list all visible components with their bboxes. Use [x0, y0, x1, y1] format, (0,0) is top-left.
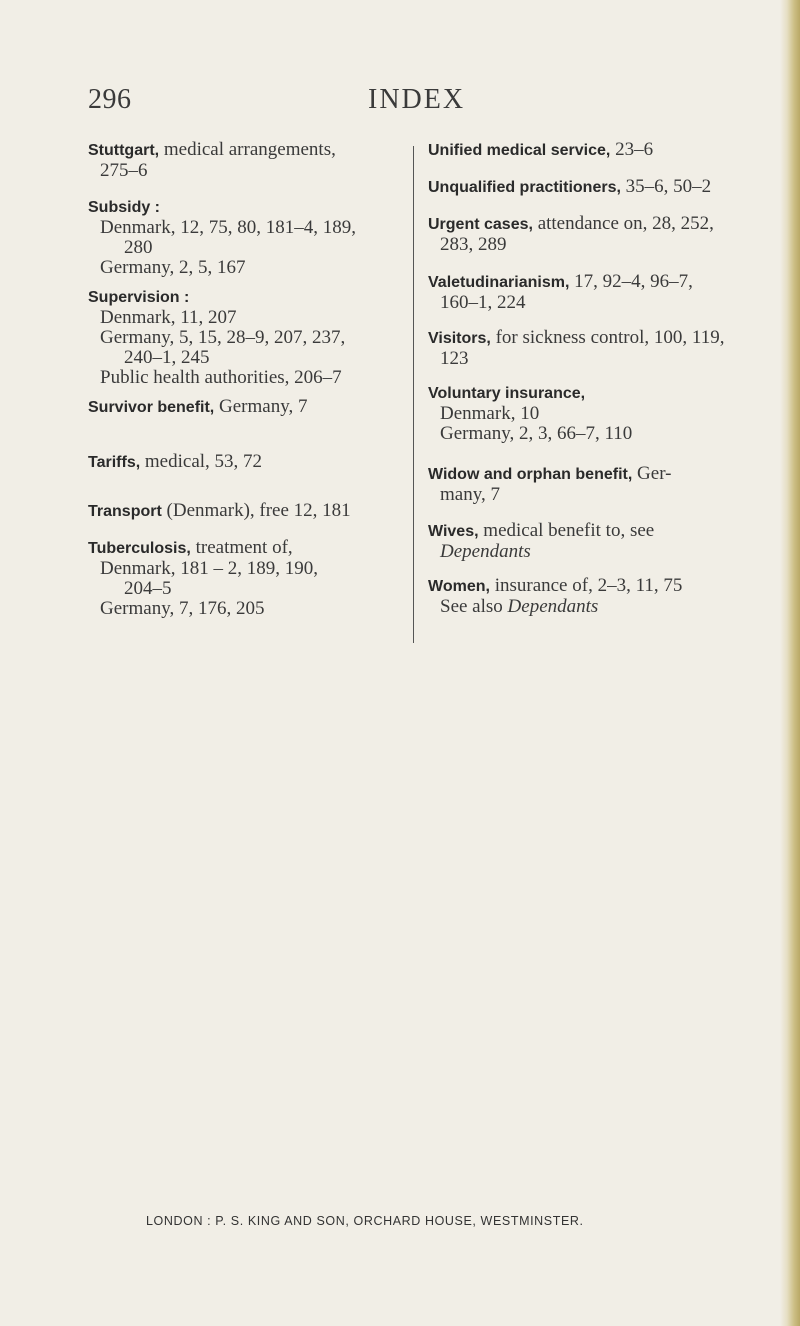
entry-head: Unified medical service, — [428, 142, 611, 159]
subentry-denmark: Denmark, 181 – 2, 189, 190, — [100, 558, 318, 579]
entry-text: medical arrangements, — [159, 139, 336, 160]
subentry-public-health: Public health authorities, 206–7 — [100, 367, 342, 388]
subentry-germany: Germany, 5, 15, 28–9, 207, 237, — [100, 327, 346, 348]
entry-wives — [428, 521, 740, 562]
page-number: 296 — [88, 84, 132, 115]
entry-valetudinarianism — [428, 272, 740, 313]
subentry-denmark: Denmark, 12, 75, 80, 181–4, 189, — [100, 217, 356, 238]
entry-unified — [428, 140, 740, 161]
entry-cross-reference: Dependants — [440, 541, 531, 562]
entry-head: Women, — [428, 578, 490, 595]
entry-continuation: 283, 289 — [440, 234, 507, 255]
subentry-continuation: 204–5 — [124, 578, 172, 599]
entry-head: Valetudinarianism, — [428, 274, 570, 291]
entry-head: Transport — [88, 503, 162, 520]
entry-voluntary — [428, 384, 740, 444]
subentry-continuation: 280 — [124, 237, 153, 258]
entry-continuation: 160–1, 224 — [440, 292, 526, 313]
entry-text: 23–6 — [610, 139, 654, 160]
entry-survivor — [88, 397, 398, 418]
entry-head: Visitors, — [428, 330, 491, 347]
entry-transport — [88, 501, 398, 522]
see-also-label: See also — [440, 596, 508, 617]
subentry-continuation: 240–1, 245 — [124, 347, 210, 368]
entry-supervision — [88, 288, 398, 388]
entry-head: Stuttgart, — [88, 142, 160, 159]
entry-continuation: 123 — [440, 348, 469, 369]
entry-head: Tuberculosis, — [88, 540, 191, 557]
subentry-germany: Germany, 7, 176, 205 — [100, 598, 265, 619]
column-divider — [413, 146, 414, 643]
entry-cross-reference: Dependants — [507, 596, 599, 617]
entry-head: Survivor benefit, — [88, 399, 215, 416]
subentry-germany: Germany, 2, 3, 66–7, 110 — [440, 423, 633, 444]
entry-text: 17, 92–4, 96–7, — [569, 271, 693, 292]
entry-urgent — [428, 214, 740, 255]
page-edge-shadow — [780, 0, 800, 1326]
entry-head: Tariffs, — [88, 454, 141, 471]
entry-visitors — [428, 328, 740, 369]
entry-text: medical, 53, 72 — [140, 451, 263, 472]
entry-head: Wives, — [428, 523, 479, 540]
entry-head: Subsidy : — [88, 199, 161, 216]
entry-text: 35–6, 50–2 — [620, 176, 712, 197]
entry-women — [428, 576, 740, 617]
entry-subsidy — [88, 198, 398, 278]
entry-widow — [428, 464, 740, 505]
page-header — [0, 84, 800, 124]
entry-head: Supervision : — [88, 289, 190, 306]
entry-text: insurance of, 2–3, 11, 75 — [489, 575, 683, 596]
entry-text: attendance on, 28, 252, — [532, 213, 714, 234]
entry-text: medical benefit to, see — [478, 520, 655, 541]
entry-text: for sickness control, 100, 119, — [490, 327, 725, 348]
entry-text: treatment of, — [190, 537, 293, 558]
entry-text: (Denmark), free 12, 181 — [161, 500, 351, 521]
entry-head: Widow and orphan benefit, — [428, 466, 633, 483]
page-title: INDEX — [368, 84, 466, 115]
entry-head: Urgent cases, — [428, 216, 533, 233]
subentry-denmark: Denmark, 11, 207 — [100, 307, 237, 328]
entry-head: Voluntary insurance, — [428, 385, 586, 402]
subentry-denmark: Denmark, 10 — [440, 403, 540, 424]
entry-continuation: 275–6 — [100, 160, 148, 181]
entry-text: Germany, 7 — [214, 396, 308, 417]
printer-imprint: LONDON : P. S. KING AND SON, ORCHARD HOUSE, WESTMINSTER. — [146, 1214, 584, 1228]
entry-stuttgart — [88, 140, 398, 181]
entry-text: Ger- — [632, 463, 672, 484]
entry-tariffs — [88, 452, 398, 473]
entry-head: Unqualified practitioners, — [428, 179, 621, 196]
entry-continuation: many, 7 — [440, 484, 500, 505]
entry-unqualified — [428, 177, 740, 198]
entry-tuberculosis — [88, 538, 398, 619]
subentry-germany: Germany, 2, 5, 167 — [100, 257, 246, 278]
